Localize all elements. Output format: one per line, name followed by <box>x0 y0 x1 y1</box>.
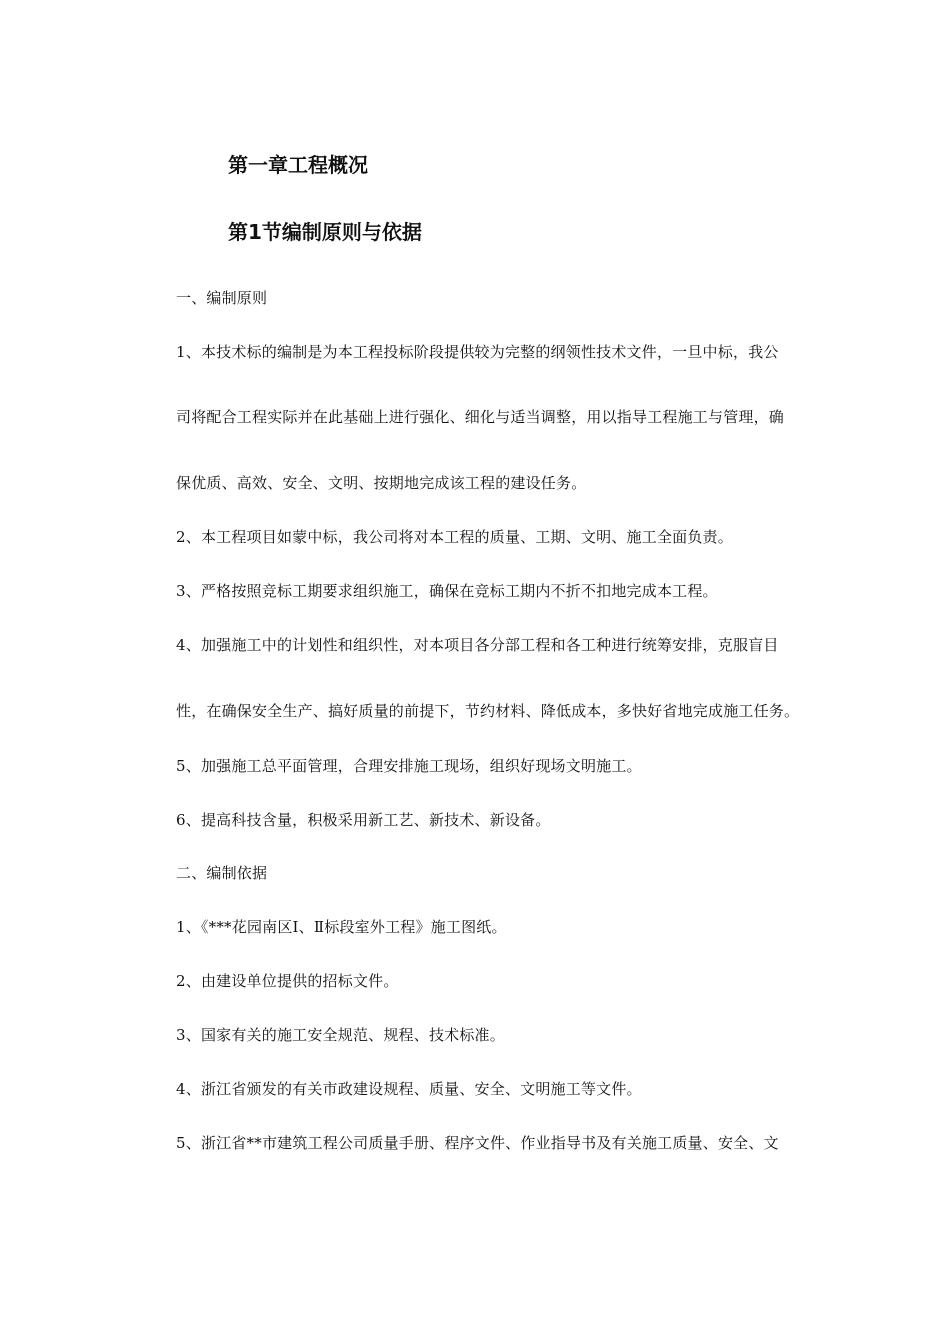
paragraph-line: 2、本工程项目如蒙中标，我公司将对本工程的质量、工期、文明、施工全面负责。 <box>176 528 733 546</box>
paragraph-line: 4、加强施工中的计划性和组织性，对本项目各分部工程和各工种进行统筹安排，克服盲目 <box>176 636 779 654</box>
paragraph-line: 5、加强施工总平面管理，合理安排施工现场，组织好现场文明施工。 <box>176 757 642 775</box>
paragraph-line: 2、由建设单位提供的招标文件。 <box>176 972 399 990</box>
chapter-title: 第一章工程概况 <box>228 153 368 177</box>
subsection-heading-basis: 二、编制依据 <box>176 864 268 882</box>
paragraph-line: 性，在确保安全生产、搞好质量的前提下，节约材料、降低成本，多快好省地完成施工任务。 <box>176 702 800 720</box>
paragraph-line: 6、提高科技含量，积极采用新工艺、新技术、新设备。 <box>176 811 551 829</box>
paragraph-line: 3、严格按照竞标工期要求组织施工，确保在竞标工期内不折不扣地完成本工程。 <box>176 582 718 600</box>
paragraph-line: 5、浙江省**市建筑工程公司质量手册、程序文件、作业指导书及有关施工质量、安全、文 <box>176 1134 779 1152</box>
paragraph-line: 1、《***花园南区Ⅰ、Ⅱ标段室外工程》施工图纸。 <box>176 918 507 936</box>
paragraph-line: 1、本技术标的编制是为本工程投标阶段提供较为完整的纲领性技术文件，一旦中标，我公 <box>176 343 779 361</box>
paragraph-line: 司将配合工程实际并在此基础上进行强化、细化与适当调整，用以指导工程施工与管理，确 <box>176 408 785 426</box>
paragraph-line: 保优质、高效、安全、文明、按期地完成该工程的建设任务。 <box>176 474 587 492</box>
paragraph-line: 4、浙江省颁发的有关市政建设规程、质量、安全、文明施工等文件。 <box>176 1080 642 1098</box>
paragraph-line: 3、国家有关的施工安全规范、规程、技术标准。 <box>176 1026 505 1044</box>
subsection-heading-principles: 一、编制原则 <box>176 289 268 307</box>
section-title: 第1节编制原则与依据 <box>228 220 422 244</box>
